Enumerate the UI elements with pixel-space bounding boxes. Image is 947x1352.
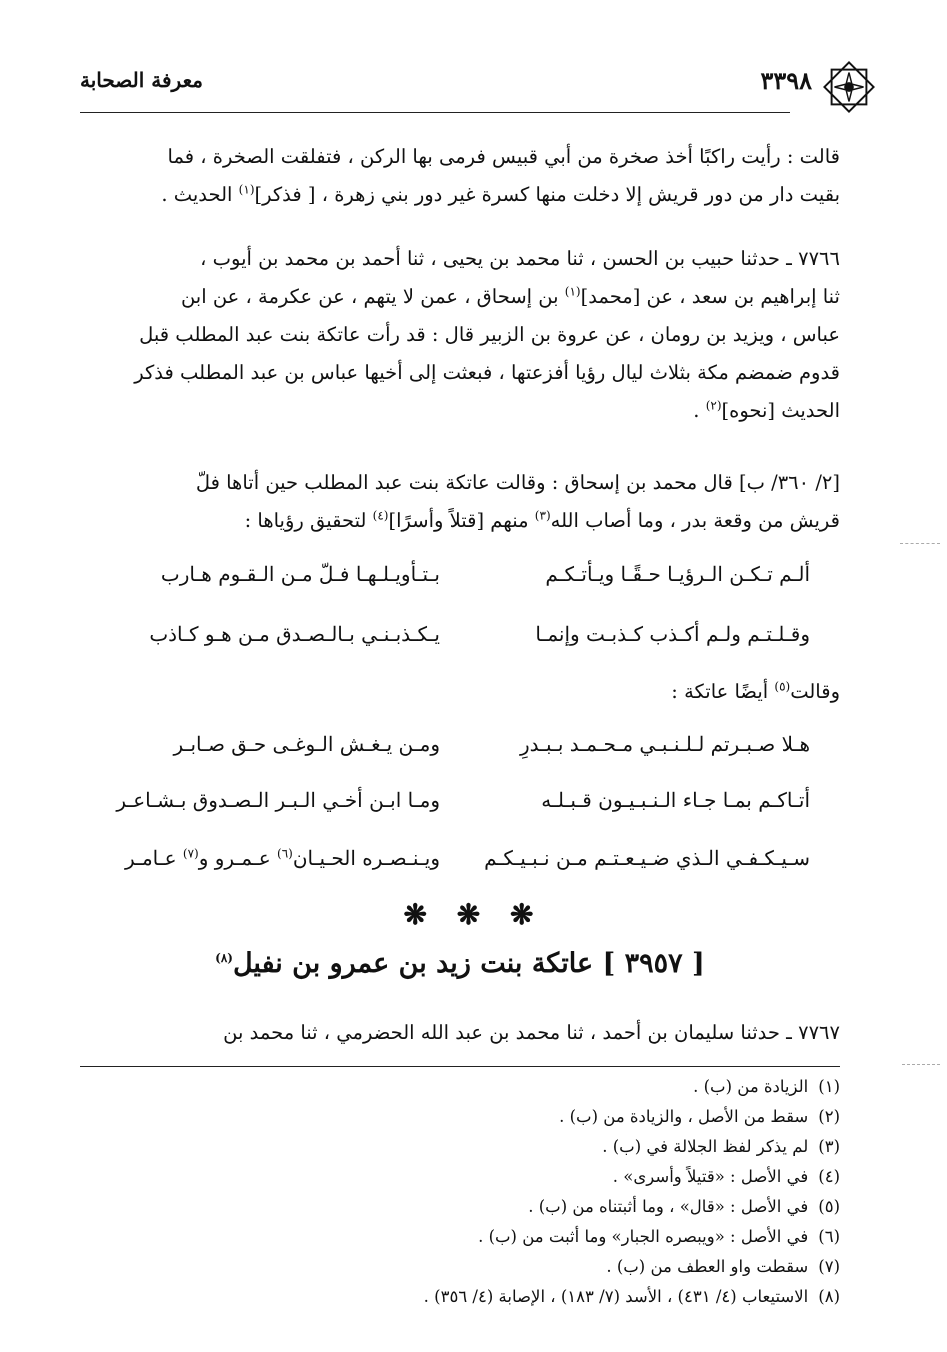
- page-number: ٣٣٩٨: [760, 66, 812, 95]
- octagram-ornament-icon: [820, 58, 878, 116]
- footnote-ref: (٧): [182, 846, 199, 861]
- footnote: (٨)الاستيعاب (٤/ ٤٣١) ، الأسد (٧/ ١٨٣) ، الإصابة (٤/ ٣٥٦) .: [423, 1287, 840, 1306]
- text-line: ٧٧٦٧ ـ حدثنا سليمان بن أحمد ، ثنا محمد بن عبد الله الحضرمي ، ثنا محمد بن: [223, 1021, 840, 1044]
- page-header: [80, 60, 840, 100]
- verse-hemistich-first: ألـم تـكـن الـرؤيـا حـقًـا ويـأتـكـم: [545, 562, 810, 586]
- ibn-ishaq-paragraph: [80, 464, 840, 540]
- text-line: بقيت دار من دور قريش إلا دخلت منها كسرة غير دور بني زهرة ، [ فذكر]$^{(١)}$ الحديث .: [161, 182, 840, 206]
- verse-hemistich-first: وقـلـتـم ولـم أكـذب كـذبـت وإنمـا: [535, 622, 810, 646]
- book-title: معرفة الصحابة: [80, 68, 203, 92]
- footnote-ref: (١): [564, 284, 581, 299]
- verse-hemistich-first: أتـاكـم بمـا جـاء الـنـبـيـون قـبـلـه: [541, 788, 810, 812]
- verse-line: [80, 788, 840, 828]
- footnote: (٦)في الأصل : «ويبصره الجبار» وما أثبت من (ب) .: [478, 1227, 840, 1246]
- verse-hemistich-second: ومـن يـغـش الـوغـى حـق صـابـر: [173, 732, 440, 756]
- footnote-ref: (٥): [774, 679, 791, 694]
- verse-hemistich-first: سـيـكـفـي الـذي ضـيـعـتـم مـن نـبـيـكـم: [484, 846, 810, 870]
- verse-intro: وقالت$^{(٥)}$ أيضًا عاتكة :: [671, 679, 840, 703]
- footnote: (١)الزيادة من (ب) .: [693, 1077, 840, 1096]
- footnote: (٧)سقطت واو العطف من (ب) .: [606, 1257, 840, 1276]
- margin-mark: [902, 1064, 940, 1065]
- text-line: ثنا إبراهيم بن سعد ، عن [محمد]$^{(١)}$ بن إسحاق ، عمن لا يتهم ، عن عكرمة ، عن ابن: [180, 284, 840, 308]
- text-line: قريش من وقعة بدر ، وما أصاب الله$^{(٣)}$ منهم [قتلاً وأسرًا]$^{(٤)}$ لتحقيق رؤياها :: [244, 508, 840, 532]
- text-line: [٢/ ٣٦٠/ ب] قال محمد بن إسحاق : وقالت عاتكة بنت عبد المطلب حين أتاها فلّ: [195, 471, 840, 494]
- text-line: عباس ، ويزيد بن رومان ، عن عروة بن الزبير قال : قد رأت عاتكة بنت عبد المطلب قبل: [139, 323, 840, 346]
- text-line: ٧٧٦٦ ـ حدثنا حبيب بن الحسن ، ثنا محمد بن يحيى ، ثنا أحمد بن محمد بن أيوب ،: [200, 247, 840, 270]
- footnote: (٥)في الأصل : «قال» ، وما أثبتناه من (ب) .: [528, 1197, 840, 1216]
- chapter-heading: [ ٣٩٥٧ ] عاتكة بنت زيد بن عمرو بن نفيل$^{(٨)}$: [215, 948, 705, 979]
- verse-hemistich-second: ومـا ابـن أخـي الـبـر الـصـدوق بـشـاعـر: [116, 788, 440, 812]
- verse-hemistich-second: بـتـأويـلـهـا فـلّ مـن الـقـوم هـارب: [160, 562, 440, 586]
- text-line: قالت : رأيت راكبًا أخذ صخرة من أبي قبيس فرمى بها الركن ، فتفلقت الصخرة ، فما: [167, 145, 840, 168]
- footnote-ref: (٣): [534, 508, 551, 523]
- header-rule: [80, 112, 790, 113]
- footnote: (٤)في الأصل : «قتيلاً وأسرى» .: [612, 1167, 840, 1186]
- footnote-ref: (٨): [215, 951, 233, 965]
- verse-line: [80, 622, 840, 662]
- verse-hemistich-first: هـلا صـبـرتم لـلـنـبـي مـحـمـد بـبـدرِ: [519, 732, 810, 756]
- verse-hemistich-second: ويـنـصـره الحـيـان$^{(٦)}$ عـمـرو و$^{(٧)}$ عـامـر: [125, 846, 440, 870]
- hadith-7767: [80, 1014, 840, 1052]
- footnote-rule: [80, 1066, 840, 1067]
- footnote-ref: (٢): [705, 398, 722, 413]
- verse-hemistich-second: يـكـذبـنـي بـالـصـدق مـن هـو كـاذب: [149, 622, 440, 646]
- footnote-ref: (٤): [372, 508, 389, 523]
- hadith-7766: [80, 240, 840, 430]
- verse-line: [80, 732, 840, 772]
- section-separator: ❋ ❋ ❋: [403, 898, 544, 931]
- verse-line: [80, 562, 840, 602]
- footnote-ref: (٦): [277, 846, 293, 861]
- footnote: (٢)سقط من الأصل ، والزيادة من (ب) .: [559, 1107, 840, 1126]
- margin-mark: [900, 543, 940, 544]
- footnote: (٣)لم يذكر لفظ الجلالة في (ب) .: [602, 1137, 840, 1156]
- footnote-ref: (١): [238, 182, 255, 197]
- verse-line: [80, 846, 840, 886]
- paragraph-continuation: [80, 138, 840, 214]
- text-line: قدوم ضمضم مكة بثلاث ليال رؤيا أفزعتها ، فبعثت إلى أخيها عباس بن عبد المطلب فذكر: [134, 361, 840, 384]
- text-line: الحديث [نحوه]$^{(٢)}$ .: [693, 398, 840, 422]
- footnotes: [140, 1072, 840, 1312]
